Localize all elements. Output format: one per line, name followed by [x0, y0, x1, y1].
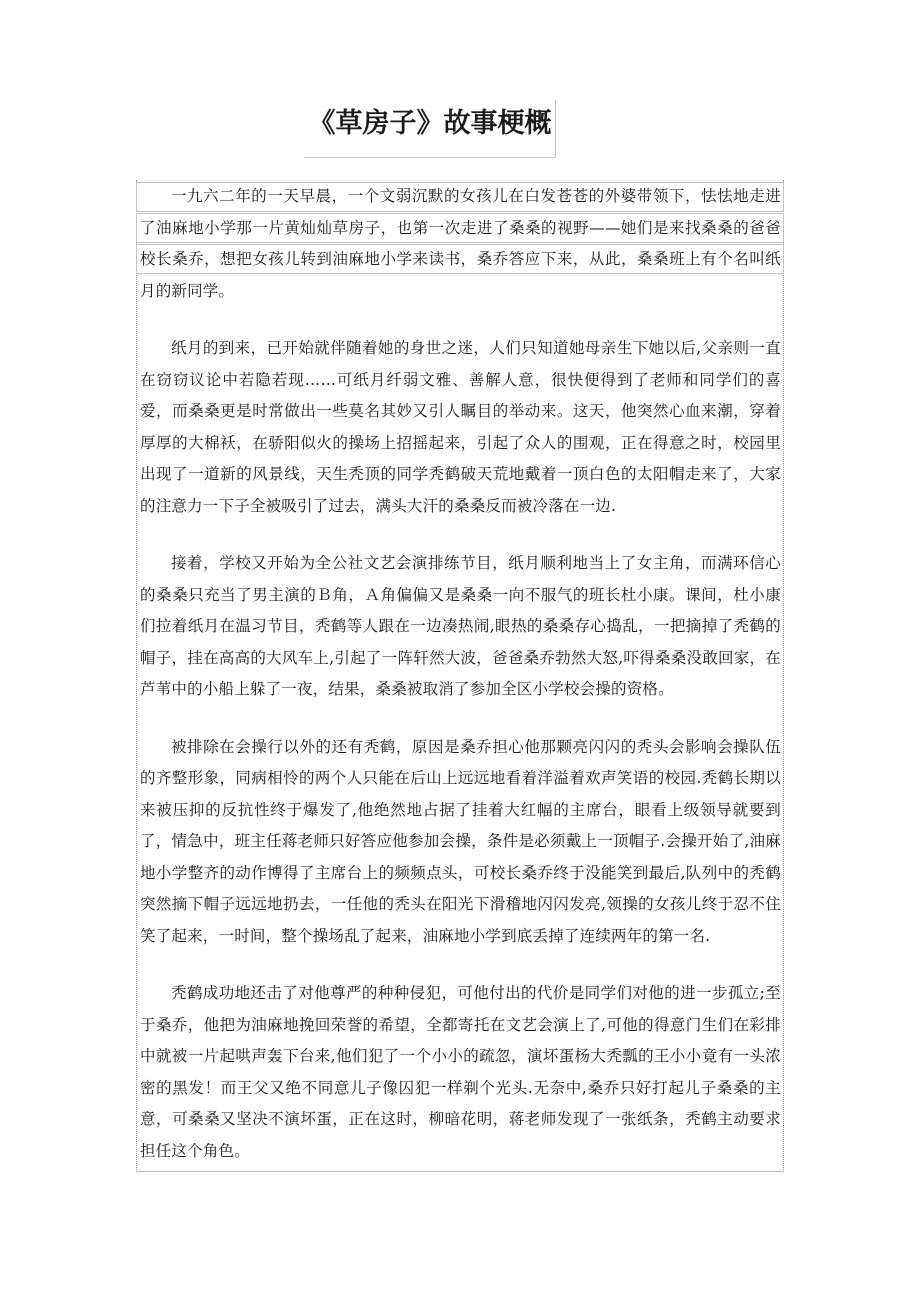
paragraph-3: 接着，学校又开始为全公社文艺会演排练节目，纸月顺利地当上了女主角，而满环信心的桑桑只充当了男主演的Ｂ角，Ａ角偏偏又是桑桑一向不服气的班长杜小康。课间，杜小康们拉着纸月在温习节目，秃鹤等人跟在一边凑热闹,眼热的桑桑存心捣乱，一把摘掉了秃鹤的帽子，挂在高高的大风车上,引起了一阵轩然大波，爸爸桑乔勃然大怒,吓得桑桑没敢回家，在芦苇中的小船上躲了一夜，结果，桑桑被取消了参加全区小学校会操的资格。: [140, 554, 781, 698]
paragraph-2: 纸月的到来，已开始就伴随着她的身世之迷，人们只知道她母亲生下她以后,父亲则一直在窃窃议论中若隐若现……可纸月纤弱文雅、善解人意，很快便得到了老师和同学们的喜爱，而桑桑更是时常做出一些莫名其妙又引人瞩目的举动来。这天，他突然心血来潮，穿着厚厚的大棉袄，在骄阳似火的操场上招摇起来，引起了众人的围观，正在得意之时，校园里出现了一道新的风景线，天生秃顶的同学秃鹤破天荒地戴着一顶白色的太阳帽走来了，大家的注意力一下子全被吸引了过去，满头大汗的桑桑反而被冷落在一边.: [140, 339, 781, 515]
title-frame: [304, 100, 556, 158]
document-title: 《草房子》故事梗概: [308, 108, 552, 139]
document-body: [140, 181, 781, 1193]
paragraph-4: 被排除在会操行以外的还有秃鹤，原因是桑乔担心他那颗亮闪闪的秃头会影响会操队伍的齐整形象，同病相怜的两个人只能在后山上远远地看着洋溢着欢声笑语的校园.秃鹤长期以来被压抑的反抗性终于爆发了,他绝然地占据了挂着大红幅的主席台，眼看上级领导就要到了，情急中，班主任蒋老师只好答应他参加会操，条件是必须戴上一顶帽子.会操开始了,油麻地小学整齐的动作博得了主席台上的频频点头，可校长桑乔终于没能笑到最后,队列中的秃鹤突然摘下帽子远远地扔去，一任他的秃头在阳光下滑稽地闪闪发亮,领操的女孩儿终于忍不住笑了起来，一时间，整个操场乱了起来，油麻地小学到底丢掉了连续两年的第一名.: [140, 737, 781, 945]
paragraph-5: 秃鹤成功地还击了对他尊严的种种侵犯，可他付出的代价是同学们对他的进一步孤立;至于桑乔，他把为油麻地挽回荣誉的希望，全都寄托在文艺会演上了,可他的得意门生们在彩排中就被一片起哄声轰下台来,他们犯了一个小小的疏忽，演坏蛋杨大秃瓢的王小小竟有一头浓密的黑发！而王父又绝不同意儿子像囚犯一样剃个光头.无奈中,桑乔只好打起儿子桑桑的主意，可桑桑又坚决不演坏蛋，正在这时，柳暗花明，蒋老师发现了一张纸条，秃鹤主动要求担任这个角色。: [140, 984, 781, 1160]
paragraph-1: 一九六二年的一天早晨，一个文弱沉默的女孩儿在白发苍苍的外婆带领下，怯怯地走进了油麻地小学那一片黄灿灿草房子，也第一次走进了桑桑的视野——她们是来找桑桑的爸爸校长桑乔，想把女孩儿转到油麻地小学来读书，桑乔答应下来，从此，桑桑班上有个名叫纸月的新同学。: [140, 187, 781, 300]
